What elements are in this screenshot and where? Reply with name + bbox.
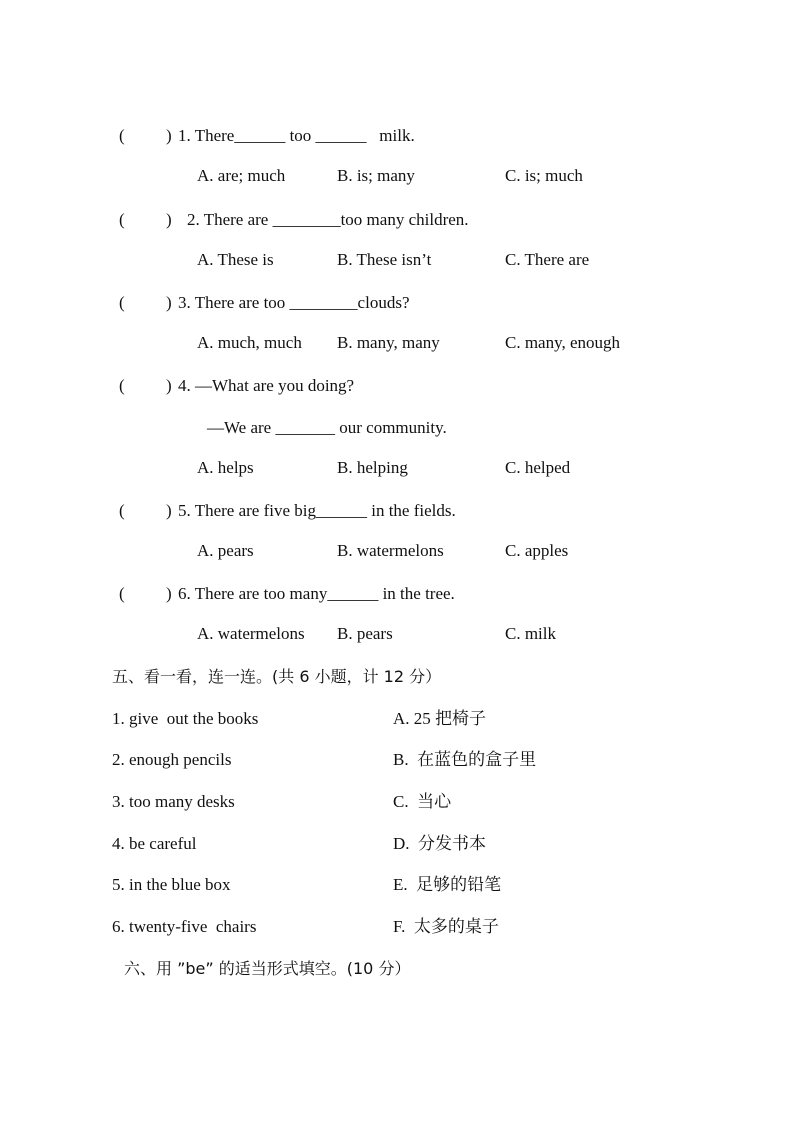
match-left-item: 1. give out the books (112, 709, 259, 728)
match-left-item: 3. too many desks (112, 792, 235, 811)
question-text: 3. There are too ________clouds? (178, 293, 410, 312)
option-c: C. apples (505, 541, 569, 560)
option-b: B. many, many (337, 333, 440, 352)
answer-paren-open: ( (119, 293, 125, 312)
answer-paren-close: ) (166, 584, 172, 603)
answer-line: —We are _______ our community. (207, 418, 447, 437)
match-left-item: 6. twenty-five chairs (112, 917, 257, 936)
answer-paren-open: ( (119, 126, 125, 145)
answer-paren-close: ) (166, 210, 172, 229)
option-a: A. pears (197, 541, 254, 560)
option-a: A. These is (197, 250, 274, 269)
answer-paren-close: ) (166, 126, 172, 145)
answer-paren-open: ( (119, 210, 125, 229)
answer-paren-close: ) (166, 376, 172, 395)
answer-paren-open: ( (119, 501, 125, 520)
answer-paren-close: ) (166, 293, 172, 312)
option-b: B. pears (337, 624, 393, 643)
option-b: B. These isn’t (337, 250, 432, 269)
section-title: 五、看一看，连一连。(共 6 小题，计 12 分） (112, 667, 442, 686)
option-a: A. watermelons (197, 624, 305, 643)
match-left-item: 5. in the blue box (112, 875, 231, 894)
match-right-item: A. 25 把椅子 (393, 709, 487, 728)
question-text: 5. There are five big______ in the fields. (178, 501, 456, 520)
match-left-item: 4. be careful (112, 834, 197, 853)
option-a: A. are; much (197, 166, 286, 185)
match-right-item: D. 分发书本 (393, 834, 487, 853)
option-b: B. watermelons (337, 541, 444, 560)
question-text: 4. —What are you doing? (178, 376, 355, 395)
question-text: 2. There are ________too many children. (187, 210, 469, 229)
match-right-item: C. 当心 (393, 792, 452, 811)
answer-paren-open: ( (119, 584, 125, 603)
option-a: A. helps (197, 458, 254, 477)
question-text: 6. There are too many______ in the tree. (178, 584, 455, 603)
option-c: C. helped (505, 458, 571, 477)
match-right-item: E. 足够的铅笔 (393, 875, 502, 894)
option-c: C. milk (505, 624, 557, 643)
answer-paren-open: ( (119, 376, 125, 395)
option-c: C. is; much (505, 166, 583, 185)
option-c: C. There are (505, 250, 590, 269)
option-b: B. is; many (337, 166, 415, 185)
option-b: B. helping (337, 458, 408, 477)
question-text: 1. There______ too ______ milk. (178, 126, 415, 145)
match-right-item: B. 在蓝色的盒子里 (393, 750, 537, 769)
match-left-item: 2. enough pencils (112, 750, 232, 769)
answer-paren-close: ) (166, 501, 172, 520)
option-a: A. much, much (197, 333, 302, 352)
match-right-item: F. 太多的桌子 (393, 917, 499, 936)
option-c: C. many, enough (505, 333, 621, 352)
section-title: 六、用 ”be” 的适当形式填空。(10 分） (124, 959, 411, 978)
